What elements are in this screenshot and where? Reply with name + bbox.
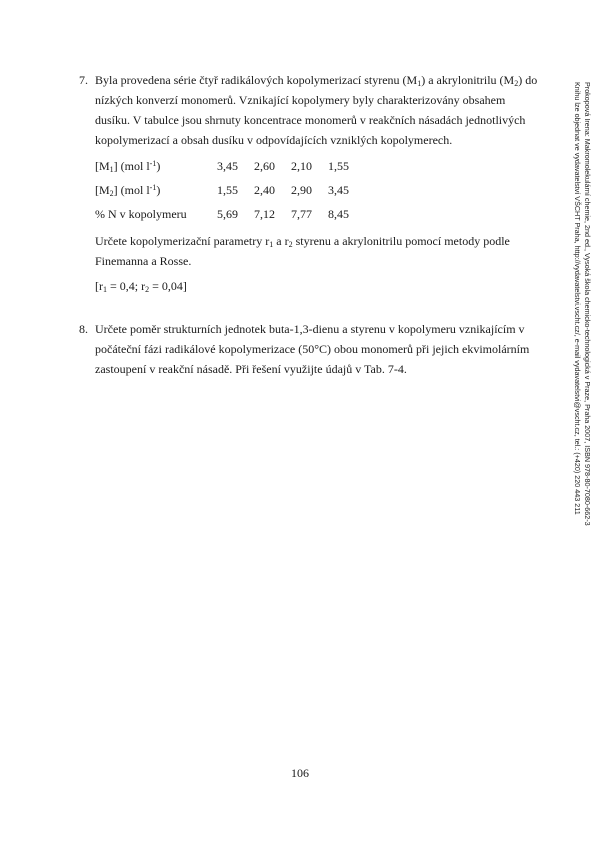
subscript: 1	[417, 79, 422, 88]
text-run: ) a akrylonitrilu (M	[421, 73, 515, 87]
table-cell: 8,45	[328, 207, 349, 221]
row-label: % N v kopolymeru	[95, 207, 187, 221]
problem-8-paragraph: Určete poměr strukturních jednotek buta-1,3-dienu a styrenu v kopolymeru vznikajícím v počáteční fázi radikálové kopolymerizace (50°C) obou monomerů při jejich ekvimolárním zastoupení v reakční násadě. Při řešení využijte údajů v Tab. 7-4.	[95, 322, 530, 376]
text-run: [r	[95, 279, 103, 293]
table-cell: 3,45	[328, 183, 349, 197]
text-run: Určete kopolymerizační parametry r	[95, 234, 270, 248]
page-number: 106	[291, 766, 309, 780]
table-cell: 7,77	[291, 207, 312, 221]
table-cell: 2,90	[291, 183, 312, 197]
side-note-line-2: Knihu lze objednat ve vydavatelství VŠCHT Praha, http://vydavatelstvi.vscht.cz/, e-mail vydavatelstvi@vscht.cz, tel.: (+420) 220 443 211	[573, 82, 582, 515]
problem-body	[95, 70, 539, 296]
table-cell: 5,69	[217, 207, 238, 221]
table-cell: 1,55	[328, 159, 349, 173]
row-label: $[M_1]$ (mol $l^{-1}$)	[95, 159, 161, 174]
table-row	[95, 154, 365, 178]
table-cell: 2,40	[254, 183, 275, 197]
problem-number: 7.	[79, 73, 88, 87]
problem-8	[79, 319, 539, 379]
table-row	[95, 178, 365, 202]
side-note	[566, 82, 592, 582]
problem-7-paragraph	[95, 70, 539, 150]
table-row	[95, 202, 365, 226]
problem-7	[79, 70, 539, 296]
subscript: 2	[145, 285, 150, 294]
subscript: 2	[514, 79, 519, 88]
problem-number: 8.	[79, 322, 88, 336]
table-cell: 7,12	[254, 207, 275, 221]
text-run: a r	[273, 234, 289, 248]
problem-7-answer	[95, 276, 539, 296]
table-cell: 1,55	[217, 183, 238, 197]
subscript: 1	[269, 240, 274, 249]
side-note-text	[572, 82, 592, 582]
problem-body	[95, 319, 539, 379]
text-run: = 0,04]	[149, 279, 187, 293]
text-run: = 0,4; r	[107, 279, 146, 293]
problem-7-task	[95, 231, 539, 271]
subscript: 1	[103, 285, 107, 294]
side-note-line-1: Prokopová Irena: Makromolekulární chemie, 2nd ed., Vysoká škola chemicko-technologická v Praze, Praha 2007, ISBN 978-80-7080-662-3	[583, 82, 592, 526]
text-run: ) do nízkých konverzí monomerů. Vznikající kopolymery byly charakterizovány obsahem dusíku. V tabulce jsou shrnuty koncentrace monomerů v reakčních násadách jednotlivých kopolymerizací a obsah dusíku v odpovídajících vzniklých kopolymerech.	[95, 73, 538, 147]
text-run: Byla provedena série čtyř radikálových kopolymerizací styrenu (M	[95, 73, 418, 87]
row-label: $[M_2]$ (mol $l^{-1}$)	[95, 183, 161, 198]
table-cell: 2,60	[254, 159, 275, 173]
text-run: styrenu a akrylonitrilu pomocí metody podle Finemanna a Rosse.	[95, 234, 510, 268]
data-table	[95, 154, 365, 226]
table-cell: 2,10	[291, 159, 312, 173]
table-cell: 3,45	[217, 159, 238, 173]
subscript: 2	[288, 240, 293, 249]
